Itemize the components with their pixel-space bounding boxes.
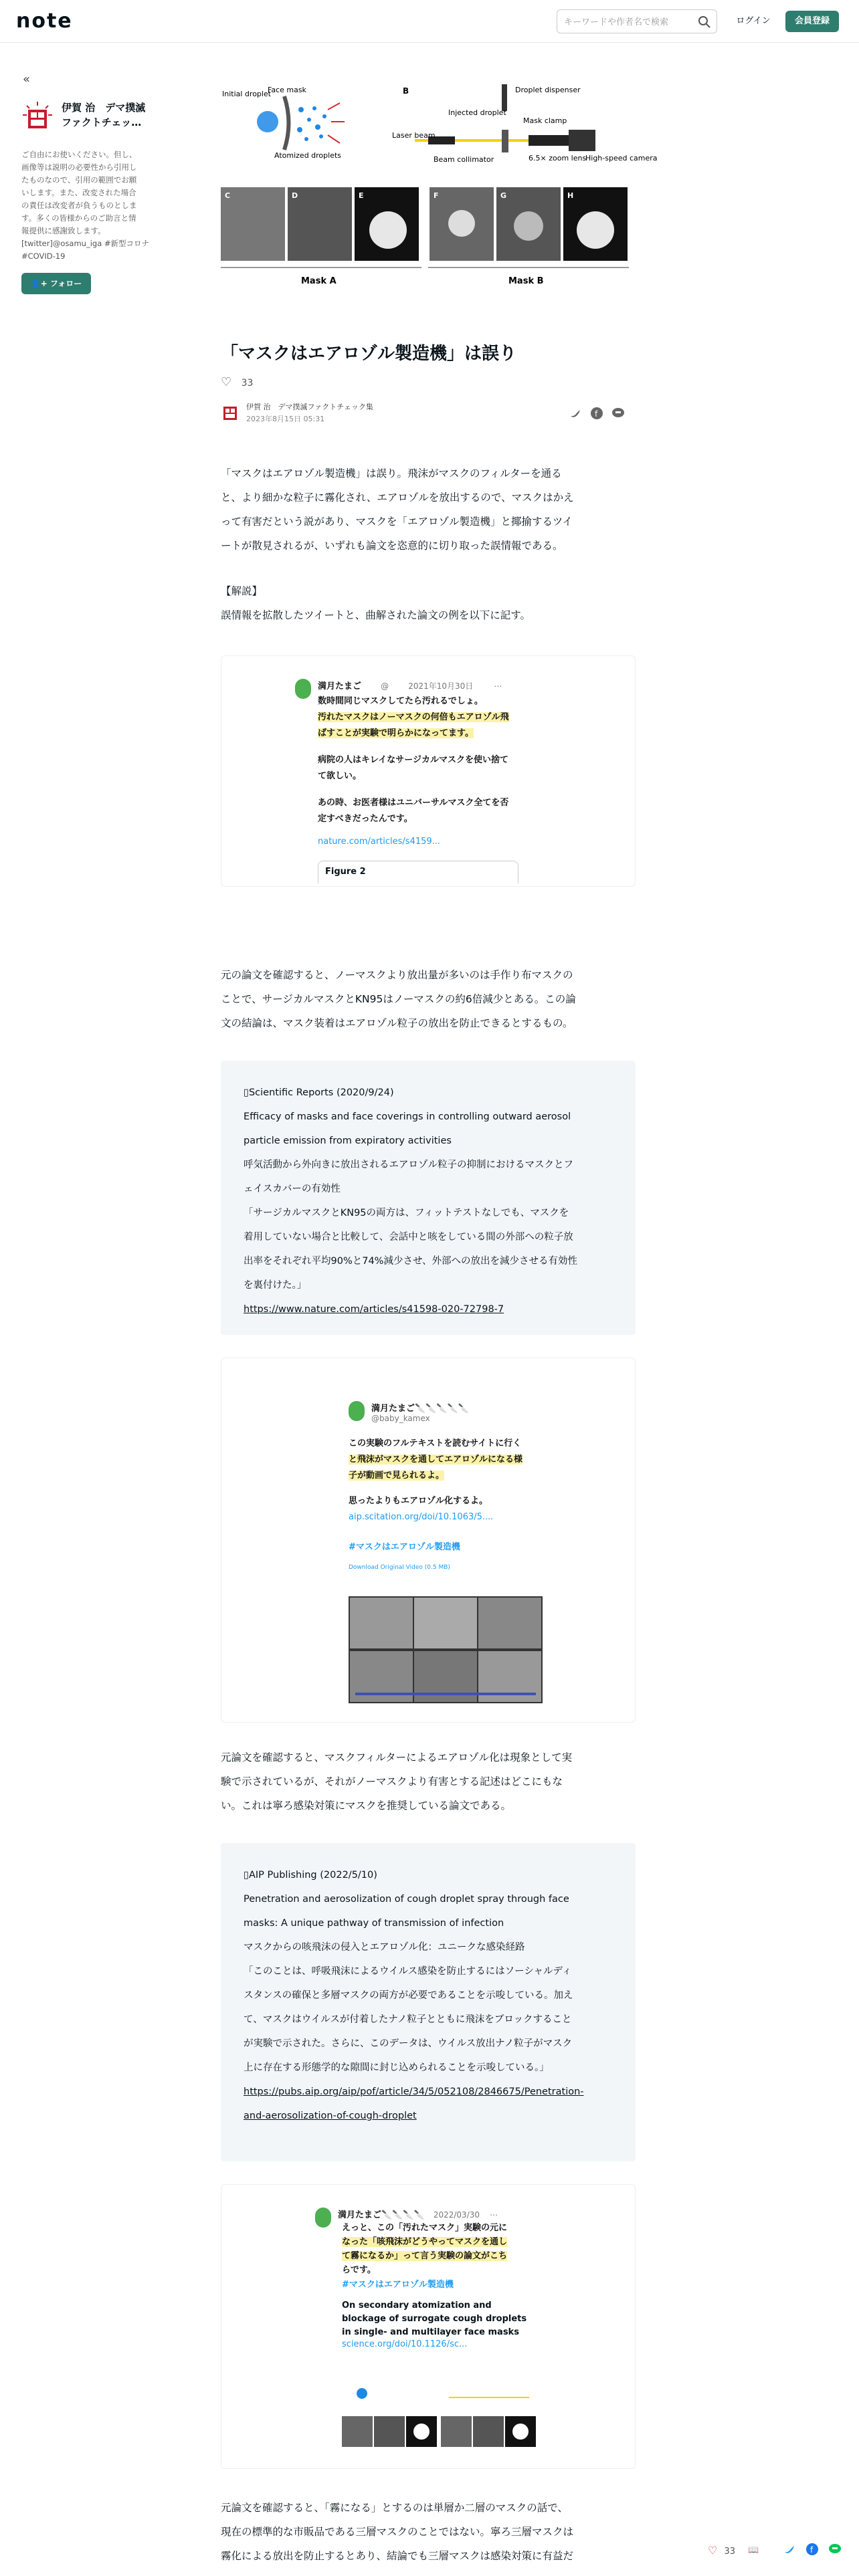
line-share-icon[interactable] — [828, 2543, 842, 2556]
tweet-screenshot-2 — [349, 1398, 549, 1706]
line-share-icon[interactable] — [611, 407, 625, 420]
citation-line: 着用していない場合と比較して、会話中と咳をしている間の外部への粒子放 — [244, 1232, 573, 1243]
text-line: 元論文を確認すると、マスクフィルターによるエアロゾル化は現象として実 — [221, 1751, 573, 1763]
bio-line: たものなので、引用の範囲でお願 — [21, 175, 137, 185]
text-line: 元論文を確認すると、「霧になる」とするのは単層か二層のマスクの話で、 — [221, 2502, 568, 2514]
panel-label: C — [225, 191, 231, 200]
citation-link[interactable]: https://pubs.aip.org/aip/pof/article/34/5/052108/2846675/Penetration- — [244, 2086, 584, 2097]
tweet-date: 2021年10月30日 — [408, 681, 474, 691]
heart-icon[interactable]: ♡ — [221, 375, 232, 389]
tweet-avatar — [349, 1401, 365, 1421]
article-title: 「マスクはエアロゾル製造機」は誤り — [221, 344, 517, 364]
text-line: 現在の標準的な市販品である三層マスクのことではない。寧ろ三層マスクは — [221, 2526, 574, 2538]
tweet-line: 病院の人はキレイなサージカルマスクを使い捨て — [318, 755, 508, 765]
author-block — [221, 400, 636, 427]
tweet-body — [318, 693, 545, 847]
citation-link[interactable]: https://www.nature.com/articles/s41598-020-72798-7 — [244, 1304, 504, 1315]
tweet-header — [371, 1401, 469, 1423]
tweet-link: science.org/doi/10.1126/sc... — [342, 2339, 468, 2349]
citation-line: masks: A unique pathway of transmission of infection — [244, 1918, 504, 1929]
citation-line: ェイスカバーの有効性 — [244, 1184, 341, 1194]
magazine-avatar[interactable] — [21, 100, 54, 132]
bottom-like-count: 33 — [724, 2547, 736, 2557]
tweet-screenshot-1 — [295, 676, 563, 883]
label-dispenser: Droplet dispenser — [515, 86, 581, 94]
author-avatar[interactable] — [221, 403, 240, 421]
figure-caption: Figure 2 — [325, 867, 366, 877]
bio-line: いします。また、改変された場合 — [21, 188, 136, 197]
bio-line: 報提供に感謝致します。 — [21, 226, 106, 235]
tweet-line-highlight: ばすことが実験で明らかになってます。 — [318, 728, 474, 738]
tweet3-card-image — [342, 2380, 536, 2454]
tweet-author: 満月たまご🔪🔪🔪🔪 — [338, 2210, 425, 2220]
tweet-line: えっと、この「汚れたマスク」実験の元に — [342, 2223, 508, 2233]
tweet-author: 満月たまご — [318, 681, 362, 691]
hero-figure — [221, 83, 658, 292]
tweet-line-highlight: なった「咳飛沫がどうやってマスクを通し — [342, 2237, 508, 2247]
citation-line: マスクからの咳飛沫の侵入とエアロゾル化：ユニークな感染経路 — [244, 1942, 525, 1953]
tweet-line: この実験のフルテキストを読むサイトに行く — [349, 1438, 522, 1448]
citation-line: particle emission from expiratory activities — [244, 1136, 452, 1146]
paragraph-commentary — [221, 579, 636, 627]
twitter-share-icon[interactable] — [783, 2543, 796, 2556]
label-initial-droplet: Initial droplet — [222, 90, 272, 98]
tweet-line: て欲しい。 — [318, 771, 362, 781]
tweet-embed-3[interactable] — [221, 2184, 636, 2469]
panel-label: F — [434, 191, 439, 200]
magazine-name-line1: 伊賀 治 デマ撲滅 — [62, 102, 146, 114]
bookmark-icon[interactable]: 📖 — [748, 2545, 759, 2555]
collapse-sidebar-icon[interactable]: « — [23, 72, 31, 86]
text-line: ートが散見されるが、いずれも論文を恣意的に切り取った誤情報である。 — [221, 540, 563, 552]
heart-icon[interactable]: ♡ — [708, 2544, 718, 2557]
citation-line: Penetration and aerosolization of cough droplet spray through face — [244, 1894, 569, 1905]
follow-user-icon: 👤+ — [30, 279, 47, 288]
label-collimator: Beam collimator — [434, 155, 494, 164]
search-input[interactable] — [564, 14, 691, 30]
paragraph-analysis-2 — [221, 1745, 636, 1818]
tweet-screenshot-3 — [315, 2205, 543, 2459]
follow-button[interactable] — [21, 273, 91, 294]
text-line: 文の結論は、マスク装着はエアロゾル粒子の放出を防止できるとするもの。 — [221, 1017, 573, 1029]
search-icon[interactable] — [698, 15, 711, 29]
citation-line: スタンスの確保と多層マスクの両方が必要であることを示唆している。加え — [244, 1990, 573, 2001]
citation-line: 「サージカルマスクとKN95の両方は、フィットテストなしでも、マスクを — [244, 1208, 569, 1218]
tweet-line: 定すべきだったんです。 — [318, 814, 413, 824]
tweet-hashtag: #マスクはエアロゾル製造機 — [342, 2280, 454, 2290]
svg-text:f: f — [810, 2545, 814, 2555]
citation-line: 出率をそれぞれ平均90%と74%減少させ、外部への放出を減少させる有効性 — [244, 1256, 578, 1267]
tweet-line: らです。 — [342, 2265, 376, 2275]
paragraph-analysis-3 — [221, 2496, 636, 2568]
like-count: 33 — [241, 378, 254, 389]
svg-text:f: f — [595, 409, 598, 419]
citation-line: ▯Scientific Reports (2020/9/24) — [244, 1087, 394, 1098]
citation-line: 上に存在する形態学的な隙間に封じ込められることを示唆している。」 — [244, 2062, 549, 2073]
tweet-body — [349, 1436, 549, 1571]
label-injected: Injected droplet — [448, 108, 506, 117]
card-title-line: On secondary atomization and — [342, 2300, 492, 2311]
tweet-line-highlight: と飛沫がマスクを通してエアロゾルになる様 — [349, 1455, 523, 1465]
bio-line: の責任は改変者が負うものとしま — [21, 201, 137, 210]
label-camera: High-speed camera — [585, 154, 658, 163]
magazine-name[interactable] — [62, 100, 162, 130]
floating-action-bar — [696, 2536, 859, 2565]
text-line: ことで、サージカルマスクとKN95はノーマスクの約6倍減少とある。この論 — [221, 993, 576, 1005]
note-logo[interactable]: note — [16, 9, 73, 33]
label-b: B — [403, 86, 409, 96]
label-laser: Laser beam — [392, 131, 436, 140]
label-zoom: 6.5× zoom lens — [529, 154, 587, 163]
citation-line: 呼気活動から外向きに放出されるエアロゾル粒子の抑制におけるマスクとフ — [244, 1160, 573, 1170]
text-line: 元の論文を確認すると、ノーマスクより放出量が多いのは手作り布マスクの — [221, 969, 573, 981]
signup-button[interactable]: 会員登録 — [785, 11, 839, 32]
more-icon: ⋯ — [494, 681, 502, 691]
follow-label: フォロー — [50, 279, 82, 288]
tweet-embed-1[interactable] — [221, 655, 636, 887]
citation-line: て、マスクはウイルスが付着したナノ粒子とともに飛沫をブロックすること — [244, 2014, 572, 2025]
tweet-header — [338, 2208, 498, 2220]
citation-link-cont[interactable]: and-aerosolization-of-cough-droplet — [244, 2111, 417, 2121]
tweet-card-title — [342, 2299, 543, 2339]
bio-line: [twitter]@osamu_iga #新型コロナ — [21, 239, 150, 248]
text-line: と、より細かな粒子に霧化され、エアロゾルを放出するので、マスクはかえ — [221, 492, 574, 504]
tweet-hashtag: #マスクはエアロゾル製造機 — [349, 1542, 460, 1552]
like-counter[interactable] — [221, 374, 253, 391]
label-mask-a: Mask A — [301, 276, 337, 286]
tweet-link: aip.scitation.org/doi/10.1063/5.... — [349, 1512, 494, 1522]
tweet-figure-card — [318, 861, 518, 883]
label-atomized: Atomized droplets — [274, 151, 342, 160]
label-mask-clamp: Mask clamp — [523, 116, 567, 125]
tweet-line: 思ったよりもエアロゾル化するよ。 — [349, 1496, 488, 1506]
facebook-share-icon[interactable] — [590, 407, 603, 420]
tweet-body — [342, 2221, 543, 2349]
citation-line: を裏付けた。」 — [244, 1280, 307, 1291]
citation-block-1 — [221, 1061, 636, 1335]
tweet-handle: @baby_kamex — [371, 1414, 430, 1423]
tweet-line-highlight: 子が動画で見られるよ。 — [349, 1471, 445, 1481]
commentary-line: 誤情報を拡散したツイートと、曲解された論文の例を以下に記す。 — [221, 609, 531, 621]
tweet-author: 満月たまご🔪🔪🔪🔪🔪 — [371, 1404, 469, 1414]
citation-line: 「このことは、呼吸飛沫によるウイルス感染を防止するにはソーシャルディ — [244, 1966, 572, 1977]
bio-line: す。多くの皆様からのご助言と情 — [21, 213, 136, 223]
tweet-embed-2[interactable] — [221, 1358, 636, 1723]
tweet2-video-frame — [349, 1596, 543, 1703]
video-download-label: Download Original Video (0.5 MB) — [349, 1564, 450, 1571]
search-box[interactable] — [557, 9, 717, 33]
text-line: 霧化による放出を防止するとあり、結論でも三層マスクは感染対策に有益だ — [221, 2550, 574, 2562]
panel-label: H — [567, 191, 574, 200]
site-header — [0, 0, 859, 43]
citation-line: が実験で示された。さらに、このデータは、ウイルス放出ナノ粒子がマスク — [244, 2038, 573, 2049]
magazine-bio — [21, 148, 162, 263]
text-line: 験で示されているが、それがノーマスクより有害とする記述はどこにもな — [221, 1776, 563, 1788]
bottom-like[interactable] — [708, 2543, 735, 2559]
text-line: 「マスクはエアロゾル製造機」は誤り。飛沫がマスクのフィルターを通る — [221, 467, 562, 479]
card-title-line: blockage of surrogate cough droplets — [342, 2314, 527, 2324]
tweet-link: nature.com/articles/s4159... — [318, 837, 441, 847]
tweet-date: 2022/03/30 — [433, 2210, 480, 2220]
text-line: い。これは寧ろ感染対策にマスクを推奨している論文である。 — [221, 1800, 512, 1812]
tweet-line: 数時間同じマスクしてたら汚れるでしょ。 — [318, 696, 483, 706]
tweet-handle: @ — [381, 681, 389, 691]
label-mask-b: Mask B — [508, 276, 544, 286]
login-link[interactable]: ログイン — [736, 16, 771, 26]
facebook-share-icon[interactable] — [805, 2543, 819, 2556]
panel-label: G — [500, 191, 507, 200]
tweet-avatar — [295, 679, 311, 699]
tweet-line-highlight: 汚れたマスクはノーマスクの何倍もエアロゾル飛 — [318, 712, 509, 722]
tweet-line: あの時、お医者様はユニバーサルマスク全てを否 — [318, 798, 509, 808]
commentary-heading: 【解説】 — [221, 585, 263, 597]
more-icon: ⋯ — [490, 2210, 498, 2220]
bio-line: #COVID-19 — [21, 251, 66, 261]
text-line: って有害だという説があり、マスクを「エアロゾル製造機」と揶揄するツイ — [221, 516, 573, 528]
hero-diagram — [221, 83, 658, 292]
paragraph-intro — [221, 461, 636, 558]
tweet-avatar — [315, 2208, 331, 2228]
paragraph-analysis-1 — [221, 963, 636, 1035]
panel-label: D — [292, 191, 298, 200]
citation-line: ▯AIP Publishing (2022/5/10) — [244, 1870, 377, 1881]
magazine-name-line2: ファクトチェッ… — [62, 116, 142, 128]
author-name[interactable]: 伊賀 治 デマ撲滅ファクトチェック集 — [246, 403, 373, 411]
tweet-header — [318, 679, 502, 691]
twitter-share-icon[interactable] — [569, 407, 582, 420]
card-title-line: in single- and multilayer face masks — [342, 2327, 519, 2337]
bio-line: 画像等は説明の必要性から引用し — [21, 163, 137, 172]
label-face-mask: Face mask — [268, 86, 306, 94]
post-date: 2023年8月15日 05:31 — [246, 415, 325, 423]
citation-line: Efficacy of masks and face coverings in controlling outward aerosol — [244, 1111, 571, 1122]
citation-block-2 — [221, 1843, 636, 2161]
panel-label: E — [359, 191, 364, 200]
tweet-line-highlight: て霧になるか」って言う実験の論文がこち — [342, 2251, 508, 2261]
bio-line: ご自由にお使いください。但し、 — [21, 150, 137, 159]
